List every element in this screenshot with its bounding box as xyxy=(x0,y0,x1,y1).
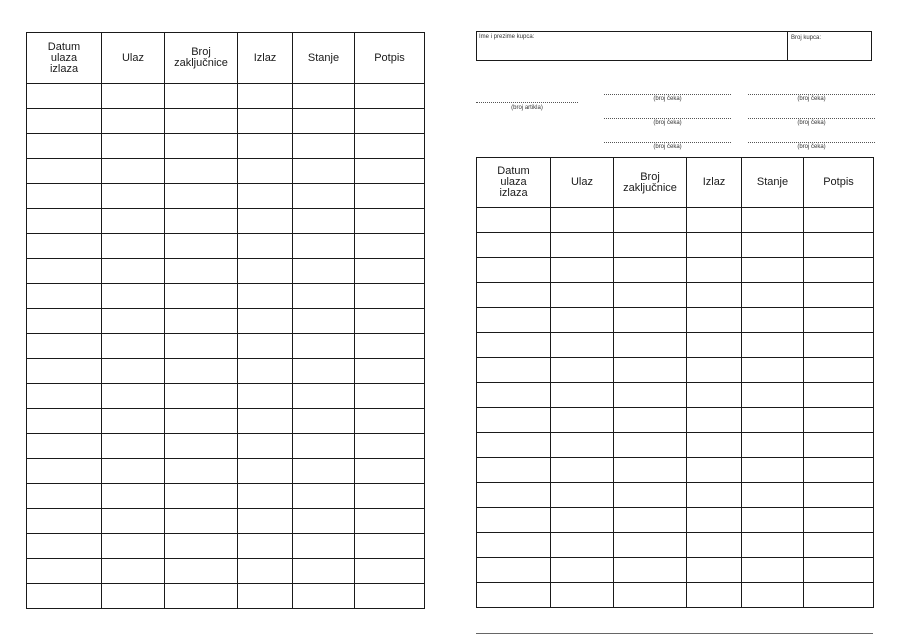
table-row xyxy=(27,384,425,409)
table-cell[interactable] xyxy=(551,558,614,583)
table-cell[interactable] xyxy=(477,308,551,333)
table-cell[interactable] xyxy=(102,134,165,159)
table-cell[interactable] xyxy=(293,484,355,509)
table-cell[interactable] xyxy=(102,159,165,184)
customer-number-label: Broj kupca: xyxy=(791,35,822,41)
table-cell[interactable] xyxy=(27,534,102,559)
table-cell[interactable] xyxy=(165,134,238,159)
table-cell[interactable] xyxy=(355,184,425,209)
table-cell[interactable] xyxy=(355,84,425,109)
table-cell[interactable] xyxy=(614,408,687,433)
table-cell[interactable] xyxy=(477,333,551,358)
table-cell[interactable] xyxy=(293,409,355,434)
table-cell[interactable] xyxy=(102,559,165,584)
table-cell[interactable] xyxy=(27,359,102,384)
table-row xyxy=(477,508,874,533)
left-table-body xyxy=(27,84,425,609)
table-cell[interactable] xyxy=(551,533,614,558)
table-cell[interactable] xyxy=(355,334,425,359)
table-cell[interactable] xyxy=(804,508,874,533)
table-cell[interactable] xyxy=(165,259,238,284)
table-cell[interactable] xyxy=(293,309,355,334)
table-cell[interactable] xyxy=(477,508,551,533)
table-cell[interactable] xyxy=(165,84,238,109)
table-cell[interactable] xyxy=(742,383,804,408)
check-number-caption-2: (broj čeka) xyxy=(797,96,826,102)
customer-info-box xyxy=(476,31,872,61)
col-ulaz: Ulaz xyxy=(102,33,165,84)
table-cell[interactable] xyxy=(238,384,293,409)
table-cell[interactable] xyxy=(355,409,425,434)
table-cell[interactable] xyxy=(477,383,551,408)
table-cell[interactable] xyxy=(102,184,165,209)
table-cell[interactable] xyxy=(293,334,355,359)
table-cell[interactable] xyxy=(804,383,874,408)
table-cell[interactable] xyxy=(355,484,425,509)
col-broj-zakljucnice: Broj zaključnice xyxy=(165,33,238,84)
table-cell[interactable] xyxy=(27,334,102,359)
table-cell[interactable] xyxy=(293,134,355,159)
table-cell[interactable] xyxy=(687,283,742,308)
table-cell[interactable] xyxy=(804,533,874,558)
table-cell[interactable] xyxy=(614,208,687,233)
col-izlaz: Izlaz xyxy=(238,33,293,84)
table-cell[interactable] xyxy=(293,159,355,184)
table-cell[interactable] xyxy=(238,309,293,334)
table-cell[interactable] xyxy=(165,334,238,359)
table-row xyxy=(477,308,874,333)
table-cell[interactable] xyxy=(238,284,293,309)
table-cell[interactable] xyxy=(102,384,165,409)
table-cell[interactable] xyxy=(355,284,425,309)
table-cell[interactable] xyxy=(355,134,425,159)
check-number-line-5[interactable] xyxy=(604,142,731,143)
table-cell[interactable] xyxy=(293,234,355,259)
table-cell[interactable] xyxy=(102,109,165,134)
table-cell[interactable] xyxy=(804,408,874,433)
table-row xyxy=(27,434,425,459)
table-cell[interactable] xyxy=(355,109,425,134)
table-cell[interactable] xyxy=(477,208,551,233)
table-row xyxy=(27,134,425,159)
table-cell[interactable] xyxy=(293,509,355,534)
table-cell[interactable] xyxy=(477,358,551,383)
table-cell[interactable] xyxy=(102,584,165,609)
col-izlaz: Izlaz xyxy=(687,158,742,208)
table-cell[interactable] xyxy=(102,509,165,534)
table-cell[interactable] xyxy=(614,383,687,408)
table-cell[interactable] xyxy=(238,109,293,134)
table-cell[interactable] xyxy=(687,383,742,408)
table-cell[interactable] xyxy=(804,458,874,483)
table-cell[interactable] xyxy=(551,583,614,608)
table-cell[interactable] xyxy=(27,384,102,409)
table-cell[interactable] xyxy=(27,459,102,484)
table-cell[interactable] xyxy=(742,458,804,483)
table-cell[interactable] xyxy=(551,358,614,383)
table-cell[interactable] xyxy=(27,159,102,184)
table-cell[interactable] xyxy=(102,484,165,509)
table-cell[interactable] xyxy=(477,283,551,308)
table-cell[interactable] xyxy=(355,584,425,609)
table-cell[interactable] xyxy=(614,283,687,308)
table-cell[interactable] xyxy=(551,233,614,258)
bottom-rule xyxy=(476,633,873,634)
table-cell[interactable] xyxy=(742,233,804,258)
table-cell[interactable] xyxy=(477,408,551,433)
table-cell[interactable] xyxy=(238,534,293,559)
table-cell[interactable] xyxy=(804,308,874,333)
table-cell[interactable] xyxy=(102,334,165,359)
table-cell[interactable] xyxy=(27,209,102,234)
table-cell[interactable] xyxy=(742,258,804,283)
table-cell[interactable] xyxy=(165,309,238,334)
table-row xyxy=(477,483,874,508)
table-cell[interactable] xyxy=(551,208,614,233)
table-row xyxy=(477,408,874,433)
table-cell[interactable] xyxy=(355,209,425,234)
table-cell[interactable] xyxy=(804,208,874,233)
table-row xyxy=(477,458,874,483)
table-cell[interactable] xyxy=(165,584,238,609)
table-row xyxy=(27,484,425,509)
table-cell[interactable] xyxy=(238,334,293,359)
table-cell[interactable] xyxy=(238,259,293,284)
table-cell[interactable] xyxy=(293,284,355,309)
table-cell[interactable] xyxy=(614,508,687,533)
check-number-line-2[interactable] xyxy=(748,94,875,95)
table-cell[interactable] xyxy=(687,258,742,283)
table-cell[interactable] xyxy=(27,484,102,509)
table-cell[interactable] xyxy=(238,134,293,159)
table-row xyxy=(477,258,874,283)
table-cell[interactable] xyxy=(687,533,742,558)
table-cell[interactable] xyxy=(804,233,874,258)
table-row xyxy=(477,383,874,408)
table-cell[interactable] xyxy=(804,283,874,308)
table-cell[interactable] xyxy=(238,159,293,184)
table-row xyxy=(27,459,425,484)
table-row xyxy=(477,333,874,358)
article-number-caption: (broj artikla) xyxy=(511,105,543,111)
table-cell[interactable] xyxy=(687,333,742,358)
table-cell[interactable] xyxy=(238,509,293,534)
table-cell[interactable] xyxy=(102,259,165,284)
table-cell[interactable] xyxy=(102,534,165,559)
check-number-caption-3: (broj čeka) xyxy=(653,120,682,126)
table-cell[interactable] xyxy=(804,333,874,358)
table-cell[interactable] xyxy=(238,209,293,234)
table-cell[interactable] xyxy=(551,383,614,408)
table-cell[interactable] xyxy=(293,84,355,109)
table-cell[interactable] xyxy=(355,509,425,534)
table-row xyxy=(477,433,874,458)
table-cell[interactable] xyxy=(477,533,551,558)
table-cell[interactable] xyxy=(742,583,804,608)
table-cell[interactable] xyxy=(687,208,742,233)
table-cell[interactable] xyxy=(27,409,102,434)
table-cell[interactable] xyxy=(165,384,238,409)
table-row xyxy=(27,84,425,109)
table-cell[interactable] xyxy=(293,209,355,234)
table-cell[interactable] xyxy=(238,409,293,434)
table-row xyxy=(27,534,425,559)
table-cell[interactable] xyxy=(165,409,238,434)
col-broj-zakljucnice: Broj zaključnice xyxy=(614,158,687,208)
table-cell[interactable] xyxy=(27,84,102,109)
table-cell[interactable] xyxy=(614,458,687,483)
table-row xyxy=(27,359,425,384)
header-row xyxy=(477,158,874,208)
table-cell[interactable] xyxy=(293,384,355,409)
col-potpis: Potpis xyxy=(355,33,425,84)
table-cell[interactable] xyxy=(293,459,355,484)
article-number-line[interactable] xyxy=(476,102,578,103)
table-cell[interactable] xyxy=(238,84,293,109)
table-cell[interactable] xyxy=(27,234,102,259)
table-cell[interactable] xyxy=(687,233,742,258)
table-cell[interactable] xyxy=(742,433,804,458)
table-cell[interactable] xyxy=(687,358,742,383)
table-cell[interactable] xyxy=(238,459,293,484)
table-cell[interactable] xyxy=(293,184,355,209)
table-cell[interactable] xyxy=(804,258,874,283)
table-cell[interactable] xyxy=(614,433,687,458)
table-cell[interactable] xyxy=(238,359,293,384)
table-cell[interactable] xyxy=(742,408,804,433)
table-cell[interactable] xyxy=(742,208,804,233)
col-potpis: Potpis xyxy=(804,158,874,208)
table-cell[interactable] xyxy=(102,434,165,459)
table-cell[interactable] xyxy=(687,458,742,483)
table-cell[interactable] xyxy=(804,483,874,508)
table-cell[interactable] xyxy=(477,483,551,508)
table-row xyxy=(477,583,874,608)
table-cell[interactable] xyxy=(102,234,165,259)
col-stanje: Stanje xyxy=(293,33,355,84)
table-row xyxy=(27,259,425,284)
table-row xyxy=(477,283,874,308)
table-cell[interactable] xyxy=(293,559,355,584)
table-cell[interactable] xyxy=(551,283,614,308)
table-cell[interactable] xyxy=(551,433,614,458)
table-cell[interactable] xyxy=(742,533,804,558)
table-cell[interactable] xyxy=(551,308,614,333)
table-row xyxy=(27,284,425,309)
table-cell[interactable] xyxy=(27,109,102,134)
table-cell[interactable] xyxy=(551,408,614,433)
table-cell[interactable] xyxy=(477,558,551,583)
check-number-line-6[interactable] xyxy=(748,142,875,143)
right-ledger-table xyxy=(476,157,874,608)
table-cell[interactable] xyxy=(477,258,551,283)
table-cell[interactable] xyxy=(477,583,551,608)
col-datum: Datum ulaza izlaza xyxy=(27,33,102,84)
table-cell[interactable] xyxy=(355,559,425,584)
table-cell[interactable] xyxy=(355,359,425,384)
table-cell[interactable] xyxy=(238,584,293,609)
check-number-caption-4: (broj čeka) xyxy=(797,120,826,126)
table-cell[interactable] xyxy=(27,509,102,534)
table-cell[interactable] xyxy=(742,483,804,508)
right-table-body xyxy=(477,208,874,608)
table-row xyxy=(27,209,425,234)
table-row xyxy=(477,533,874,558)
table-cell[interactable] xyxy=(27,284,102,309)
table-cell[interactable] xyxy=(27,259,102,284)
table-cell[interactable] xyxy=(165,459,238,484)
table-cell[interactable] xyxy=(27,559,102,584)
table-row xyxy=(27,334,425,359)
table-row xyxy=(27,559,425,584)
table-cell[interactable] xyxy=(27,434,102,459)
customer-box-divider xyxy=(787,32,788,60)
table-cell[interactable] xyxy=(551,483,614,508)
table-cell[interactable] xyxy=(742,283,804,308)
table-cell[interactable] xyxy=(614,233,687,258)
table-cell[interactable] xyxy=(102,309,165,334)
check-number-line-1[interactable] xyxy=(604,94,731,95)
table-cell[interactable] xyxy=(804,558,874,583)
table-row xyxy=(27,109,425,134)
table-cell[interactable] xyxy=(102,209,165,234)
table-cell[interactable] xyxy=(687,583,742,608)
check-number-line-3[interactable] xyxy=(604,118,731,119)
table-cell[interactable] xyxy=(687,558,742,583)
table-cell[interactable] xyxy=(614,583,687,608)
check-number-caption-6: (broj čeka) xyxy=(797,144,826,150)
table-cell[interactable] xyxy=(551,258,614,283)
table-row xyxy=(27,509,425,534)
table-row xyxy=(477,208,874,233)
table-cell[interactable] xyxy=(293,534,355,559)
table-cell[interactable] xyxy=(102,84,165,109)
table-cell[interactable] xyxy=(355,159,425,184)
table-cell[interactable] xyxy=(165,234,238,259)
table-cell[interactable] xyxy=(165,359,238,384)
table-cell[interactable] xyxy=(27,184,102,209)
table-cell[interactable] xyxy=(165,109,238,134)
table-cell[interactable] xyxy=(102,284,165,309)
table-cell[interactable] xyxy=(614,533,687,558)
customer-name-label: Ime i prezime kupca: xyxy=(479,34,535,40)
table-cell[interactable] xyxy=(293,434,355,459)
table-cell[interactable] xyxy=(238,484,293,509)
header-row xyxy=(27,33,425,84)
table-cell[interactable] xyxy=(477,233,551,258)
table-cell[interactable] xyxy=(614,333,687,358)
table-cell[interactable] xyxy=(742,508,804,533)
table-cell[interactable] xyxy=(355,459,425,484)
table-cell[interactable] xyxy=(102,409,165,434)
table-cell[interactable] xyxy=(102,459,165,484)
table-row xyxy=(477,358,874,383)
table-cell[interactable] xyxy=(165,484,238,509)
table-cell[interactable] xyxy=(614,258,687,283)
table-cell[interactable] xyxy=(614,358,687,383)
table-cell[interactable] xyxy=(165,209,238,234)
col-stanje: Stanje xyxy=(742,158,804,208)
table-row xyxy=(27,184,425,209)
table-row xyxy=(27,409,425,434)
table-cell[interactable] xyxy=(293,359,355,384)
table-cell[interactable] xyxy=(165,509,238,534)
table-cell[interactable] xyxy=(165,534,238,559)
check-number-line-4[interactable] xyxy=(748,118,875,119)
table-cell[interactable] xyxy=(687,308,742,333)
table-cell[interactable] xyxy=(238,434,293,459)
table-cell[interactable] xyxy=(165,284,238,309)
col-datum: Datum ulaza izlaza xyxy=(477,158,551,208)
table-cell[interactable] xyxy=(293,259,355,284)
table-cell[interactable] xyxy=(477,433,551,458)
table-cell[interactable] xyxy=(687,508,742,533)
table-cell[interactable] xyxy=(687,433,742,458)
table-cell[interactable] xyxy=(742,358,804,383)
table-cell[interactable] xyxy=(355,534,425,559)
table-cell[interactable] xyxy=(238,559,293,584)
table-cell[interactable] xyxy=(165,159,238,184)
table-cell[interactable] xyxy=(102,359,165,384)
table-cell[interactable] xyxy=(687,483,742,508)
table-cell[interactable] xyxy=(477,458,551,483)
table-cell[interactable] xyxy=(27,309,102,334)
table-row xyxy=(477,233,874,258)
check-number-caption-1: (broj čeka) xyxy=(653,96,682,102)
table-cell[interactable] xyxy=(551,458,614,483)
table-cell[interactable] xyxy=(687,408,742,433)
left-ledger-table xyxy=(26,32,425,609)
table-cell[interactable] xyxy=(804,433,874,458)
table-cell[interactable] xyxy=(742,308,804,333)
table-cell[interactable] xyxy=(238,184,293,209)
table-cell[interactable] xyxy=(355,434,425,459)
table-cell[interactable] xyxy=(293,109,355,134)
table-cell[interactable] xyxy=(804,583,874,608)
table-cell[interactable] xyxy=(614,558,687,583)
table-cell[interactable] xyxy=(355,384,425,409)
table-cell[interactable] xyxy=(742,333,804,358)
table-cell[interactable] xyxy=(27,584,102,609)
table-row xyxy=(27,584,425,609)
table-row xyxy=(27,309,425,334)
table-cell[interactable] xyxy=(551,508,614,533)
table-cell[interactable] xyxy=(355,234,425,259)
table-cell[interactable] xyxy=(804,358,874,383)
table-cell[interactable] xyxy=(165,184,238,209)
table-cell[interactable] xyxy=(355,309,425,334)
table-cell[interactable] xyxy=(293,584,355,609)
table-cell[interactable] xyxy=(27,134,102,159)
table-cell[interactable] xyxy=(165,434,238,459)
table-cell[interactable] xyxy=(165,559,238,584)
table-cell[interactable] xyxy=(238,234,293,259)
table-cell[interactable] xyxy=(355,259,425,284)
table-row xyxy=(27,234,425,259)
table-cell[interactable] xyxy=(614,483,687,508)
table-cell[interactable] xyxy=(551,333,614,358)
table-cell[interactable] xyxy=(742,558,804,583)
table-row xyxy=(27,159,425,184)
table-cell[interactable] xyxy=(614,308,687,333)
table-row xyxy=(477,558,874,583)
col-ulaz: Ulaz xyxy=(551,158,614,208)
check-number-caption-5: (broj čeka) xyxy=(653,144,682,150)
